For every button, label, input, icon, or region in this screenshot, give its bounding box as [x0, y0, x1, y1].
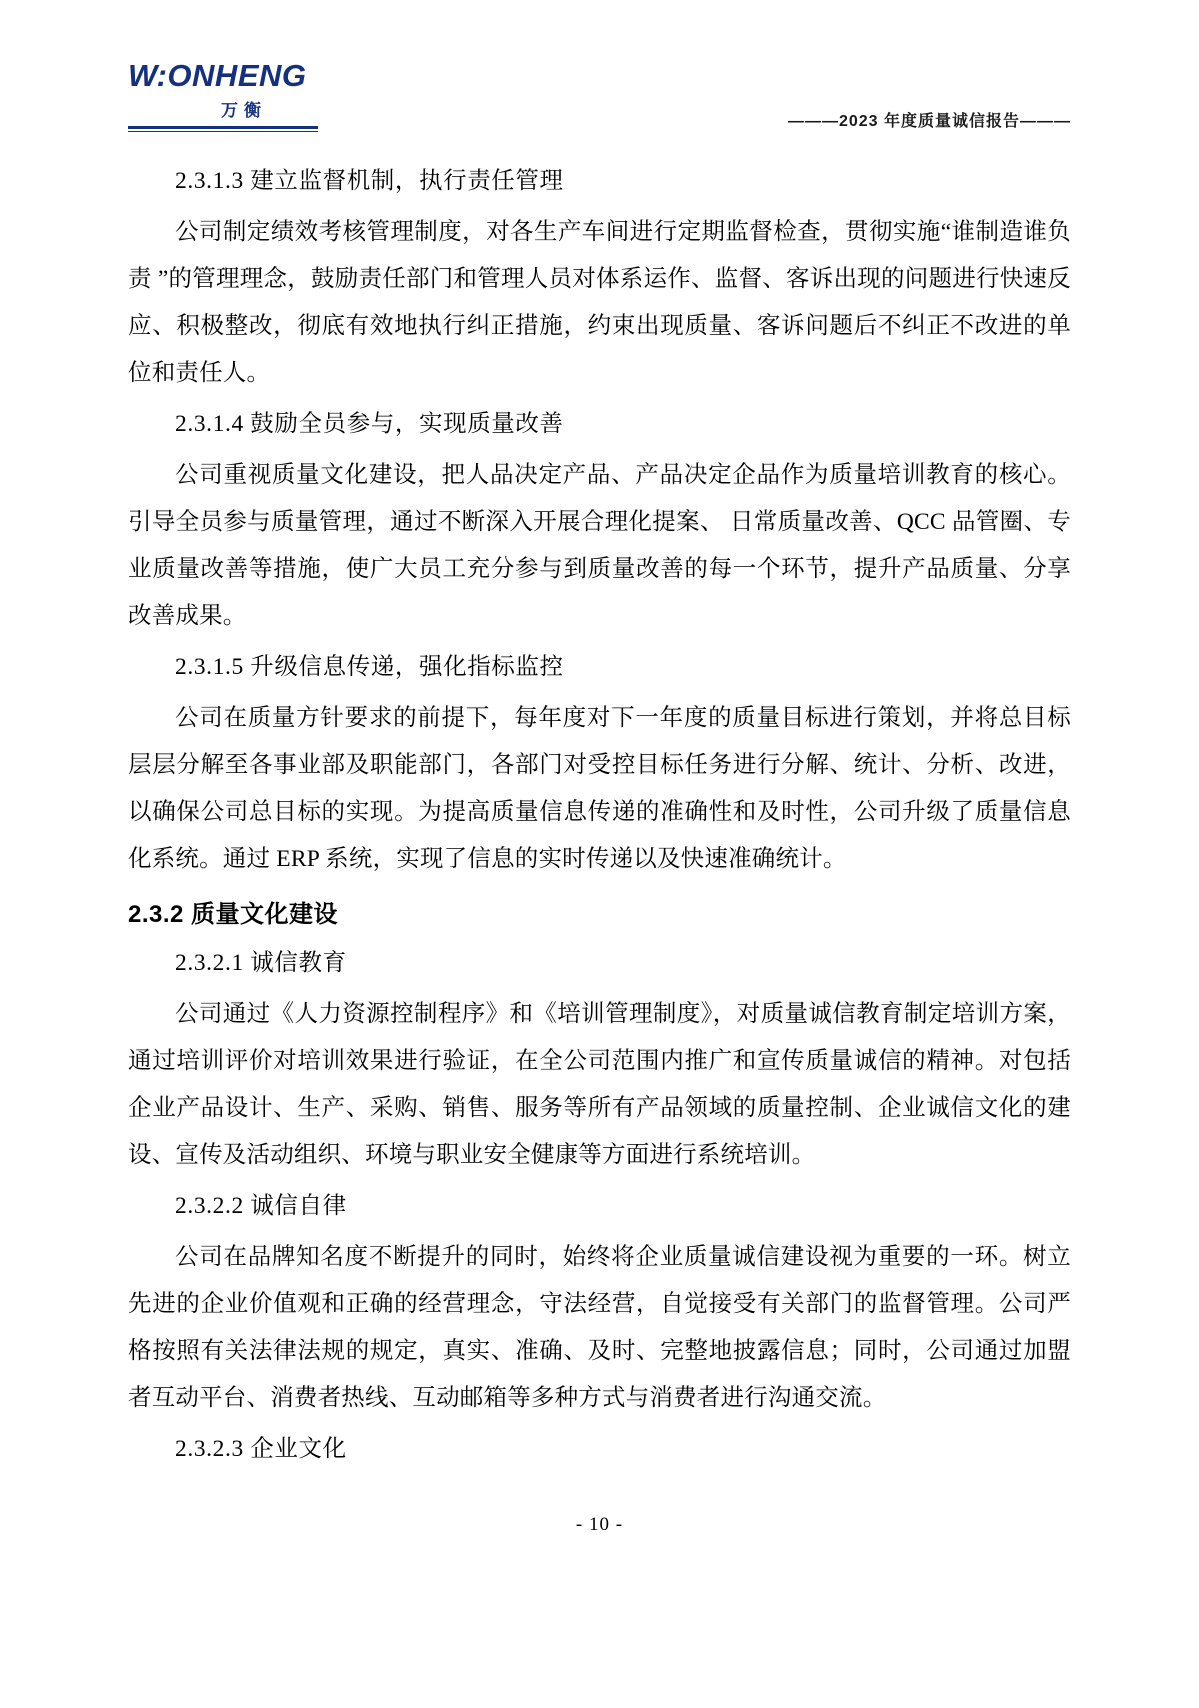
paragraph-2-3-2-2: 公司在品牌知名度不断提升的同时，始终将企业质量诚信建设视为重要的一环。树立先进的企业价值观和正确的经营理念，守法经营，自觉接受有关部门的监督管理。公司严格按照有关法律法规的规定，真实、准确、及时、完整地披露信息；同时，公司通过加盟者互动平台、消费者热线、互动邮箱等多种方式与消费者进行沟通交流。	[128, 1244, 1071, 1411]
logo-chinese-name: 万衡	[221, 100, 267, 120]
heading-2-3-2-1: 2.3.2.1 诚信教育	[175, 950, 347, 976]
paragraph-2-3-1-4: 公司重视质量文化建设，把人品决定产品、产品决定企品作为质量培训教育的核心。引导全员参与质量管理，通过不断深入开展合理化提案、 日常质量改善、QCC 品管圈、专业质量改善等措施，使广大员工充分参与到质量改善的每一个环节，提升产品质量、分享改善成果。	[128, 462, 1071, 629]
paragraph-2-3-1-3: 公司制定绩效考核管理制度，对各生产车间进行定期监督检查，贯彻实施“谁制造谁负责 ”的管理理念，鼓励责任部门和管理人员对体系运作、监督、客诉出现的问题进行快速反应、积极整改，彻底有效地执行纠正措施，约束出现质量、客诉问题后不纠正不改进的单位和责任人。	[128, 219, 1071, 386]
paragraph-2-3-1-5: 公司在质量方针要求的前提下，每年度对下一年度的质量目标进行策划，并将总目标层层分解至各事业部及职能部门，各部门对受控目标任务进行分解、统计、分析、改进，以确保公司总目标的实现。为提高质量信息传递的准确性和及时性，公司升级了质量信息化系统。通过 ERP 系统，实现了信息的实时传递以及快速准确统计。	[128, 705, 1071, 872]
page-number: - 10 -	[575, 1514, 624, 1535]
heading-2-3-2-3: 2.3.2.3 企业文化	[175, 1436, 347, 1462]
logo-underline-thin	[128, 131, 318, 132]
company-logo	[128, 60, 318, 121]
heading-2-3-1-4: 2.3.1.4 鼓励全员参与，实现质量改善	[175, 411, 564, 437]
logo-underline	[128, 126, 318, 129]
running-title: ———2023 年度质量诚信报告———	[787, 113, 1071, 130]
paragraph-2-3-2-1: 公司通过《人力资源控制程序》和《培训管理制度》，对质量诚信教育制定培训方案，通过培训评价对培训效果进行验证，在全公司范围内推广和宣传质量诚信的精神。对包括企业产品设计、生产、采购、销售、服务等所有产品领域的质量控制、企业诚信文化的建设、宣传及活动组织、环境与职业安全健康等方面进行系统培训。	[128, 1001, 1071, 1168]
heading-2-3-2-2: 2.3.2.2 诚信自律	[175, 1193, 347, 1219]
logo-wordmark: W:ONHENG	[128, 58, 307, 93]
heading-2-3-1-3: 2.3.1.3 建立监督机制，执行责任管理	[175, 168, 564, 194]
heading-2-3-1-5: 2.3.1.5 升级信息传递，强化指标监控	[175, 654, 564, 680]
heading-2-3-2: 2.3.2 质量文化建设	[128, 901, 339, 928]
page-footer	[0, 1514, 1199, 1536]
document-body	[128, 158, 1071, 1477]
page-header	[128, 60, 1071, 140]
